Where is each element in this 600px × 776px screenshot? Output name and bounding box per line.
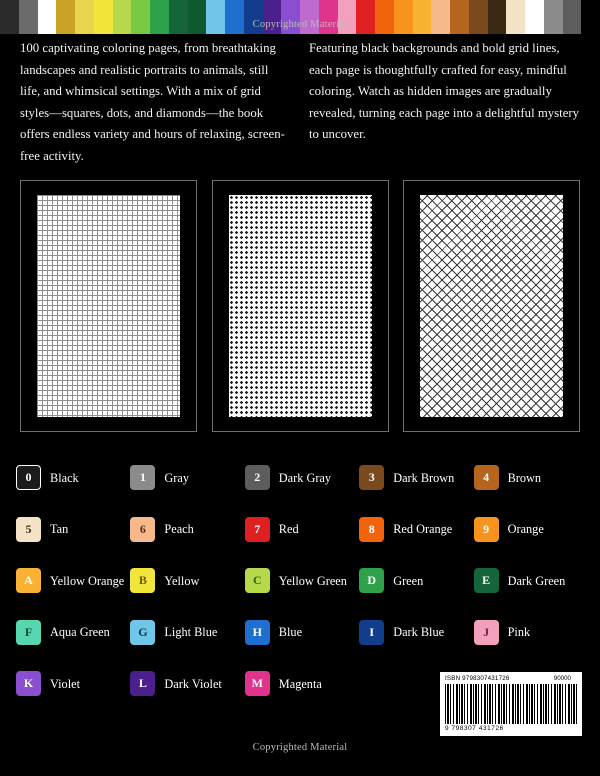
legend-color-name: Light Blue (164, 625, 218, 640)
legend-code-chip: 6 (130, 517, 155, 542)
legend-color-name: Dark Green (507, 573, 566, 588)
legend-color-name: Gray (164, 470, 189, 485)
legend-color-name: Yellow (164, 573, 200, 588)
sample-diamonds (403, 180, 580, 432)
legend-color-name: Pink (507, 625, 531, 640)
legend-color-name: Dark Gray (278, 470, 332, 485)
description-left (20, 38, 291, 167)
legend-color-name: Blue (278, 625, 303, 640)
legend-color-name: Orange (507, 522, 544, 537)
barcode (440, 672, 582, 736)
legend-color-name: Dark Blue (393, 625, 445, 640)
description-right-text: Featuring black backgrounds and bold grid lines, each page is thoughtfully crafted for easy, mindful coloring. Watch as hidden images are gradually revealed, turning each page into a delightful mystery to uncover. (309, 41, 580, 141)
legend-item (130, 555, 244, 607)
legend-item (359, 452, 473, 504)
legend-code-chip: 4 (474, 465, 499, 490)
legend-item (245, 658, 359, 710)
sample-pages (20, 180, 580, 432)
legend-color-name: Violet (50, 676, 80, 691)
sample-dots (212, 180, 389, 432)
legend-code-chip: 7 (245, 517, 270, 542)
grid-preview-diamonds (420, 195, 563, 417)
legend-color-name: Tan (50, 522, 69, 537)
description-right (309, 38, 580, 167)
legend-item (16, 658, 130, 710)
grid-preview-dots (229, 195, 372, 417)
barcode-addon: 90000 (553, 675, 571, 682)
legend-code-chip: I (359, 620, 384, 645)
legend-color-name: Red (278, 522, 299, 537)
legend-code-chip: F (16, 620, 41, 645)
legend-color-name: Green (393, 573, 424, 588)
legend-item (245, 607, 359, 659)
legend-item (474, 452, 588, 504)
legend-color-name: Dark Violet (164, 676, 222, 691)
legend-code-chip: 8 (359, 517, 384, 542)
legend-code-chip: D (359, 568, 384, 593)
color-legend (16, 452, 588, 710)
legend-color-name: Black (50, 470, 79, 485)
legend-item (130, 504, 244, 556)
legend-code-chip: 3 (359, 465, 384, 490)
barcode-number: 9 798307 431726 (445, 725, 504, 732)
legend-item (16, 452, 130, 504)
legend-color-name: Magenta (278, 676, 322, 691)
legend-code-chip: M (245, 671, 270, 696)
legend-color-name: Brown (507, 470, 542, 485)
legend-item (245, 504, 359, 556)
legend-item (474, 504, 588, 556)
legend-item (359, 555, 473, 607)
legend-code-chip: B (130, 568, 155, 593)
legend-code-chip: A (16, 568, 41, 593)
description-left-text: 100 captivating coloring pages, from breathtaking landscapes and realistic portraits to animals, still life, and whimsical settings. With a mix of grid styles—squares, dots, and diamonds—the book offers endless variety and hours of relaxing, screen-free activity. (20, 41, 285, 163)
grid-preview-squares (37, 195, 180, 417)
legend-code-chip: 2 (245, 465, 270, 490)
legend-item (359, 607, 473, 659)
legend-code-chip: J (474, 620, 499, 645)
legend-item (130, 607, 244, 659)
legend-item (16, 555, 130, 607)
sample-squares (20, 180, 197, 432)
barcode-bars (445, 684, 577, 724)
legend-item (130, 658, 244, 710)
legend-color-name: Peach (164, 522, 194, 537)
legend-color-name: Yellow Orange (50, 573, 125, 588)
legend-item (359, 504, 473, 556)
legend-item (130, 452, 244, 504)
watermark-bottom: Copyrighted Material (252, 742, 348, 753)
legend-code-chip: C (245, 568, 270, 593)
legend-code-chip: 5 (16, 517, 41, 542)
legend-item (474, 555, 588, 607)
legend-item (245, 555, 359, 607)
legend-code-chip: 0 (16, 465, 41, 490)
legend-code-chip: K (16, 671, 41, 696)
legend-color-name: Aqua Green (50, 625, 110, 640)
legend-item (16, 607, 130, 659)
legend-code-chip: L (130, 671, 155, 696)
legend-item (245, 452, 359, 504)
description-block (0, 38, 600, 167)
legend-code-chip: G (130, 620, 155, 645)
legend-item (16, 504, 130, 556)
legend-color-name: Red Orange (393, 522, 453, 537)
legend-color-name: Yellow Green (278, 573, 347, 588)
watermark-top: Copyrighted Material (252, 19, 348, 30)
legend-color-name: Dark Brown (393, 470, 455, 485)
isbn-text: ISBN 9798307431726 (445, 675, 510, 682)
legend-code-chip: 1 (130, 465, 155, 490)
legend-item (474, 607, 588, 659)
legend-code-chip: 9 (474, 517, 499, 542)
legend-code-chip: E (474, 568, 499, 593)
legend-code-chip: H (245, 620, 270, 645)
